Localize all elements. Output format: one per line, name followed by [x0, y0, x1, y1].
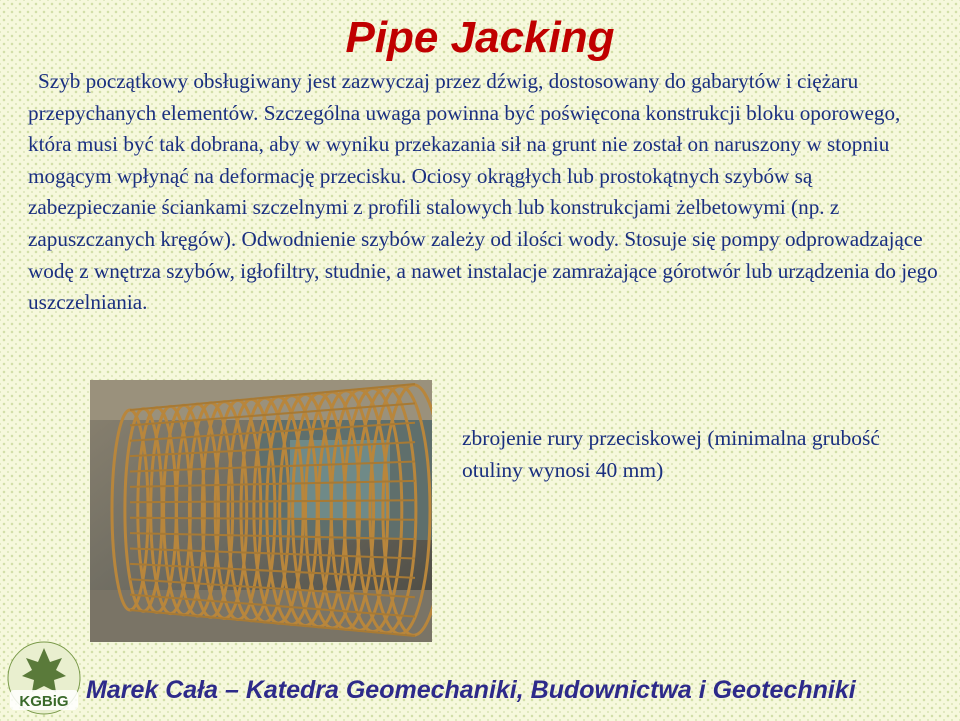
kgbig-logo: [6, 640, 82, 716]
image-caption: zbrojenie rury przeciskowej (minimalna grubość otuliny wynosi 40 mm): [462, 426, 880, 482]
slide-title: Pipe Jacking: [345, 13, 615, 62]
body-paragraph: Szyb początkowy obsługiwany jest zazwyczaj przez dźwig, dostosowany do gabarytów i ciężaru przepychanych elementów. Szczególna uwaga powinna być poświęcona konstrukcji bloku oporowego, która musi być tak dobrana, aby w wyniku przekazania sił na grunt nie został on naruszony w stopniu mogącym wpłynąć na deformację przecisku. Ociosy okrągłych lub prostokątnych szybów są zabezpieczanie ściankami szczelnymi z profili stalowych lub konstrukcjami żelbetowymi (np. z zapuszczanych kręgów). Odwodnienie szybów zależy od ilości wody. Stosuje się pompy odprowadzające wodę z wnętrza szybów, igłofiltry, studnie, a nawet instalacje zamrażające górotwór lub urządzenia do jego uszczelniania.: [28, 69, 938, 315]
rebar-cage-photo: [90, 380, 432, 642]
footer-author: Marek Cała – Katedra Geomechaniki, Budownictwa i Geotechniki: [86, 676, 856, 704]
logo-text: KGBiG: [19, 693, 69, 710]
